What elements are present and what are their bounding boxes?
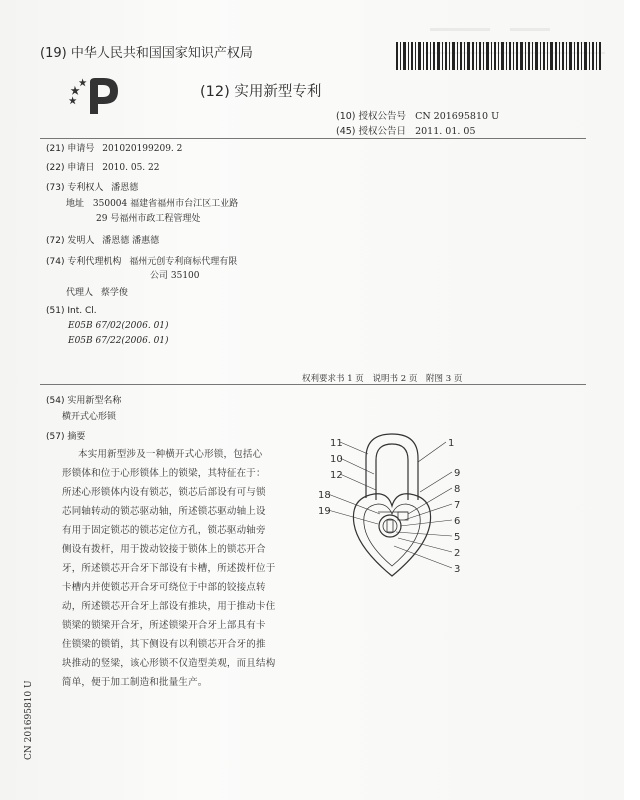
- callout-19: 19: [318, 506, 331, 517]
- patent-type-title: (12) 实用新型专利: [200, 84, 322, 100]
- patentee: 潘恩德: [111, 183, 139, 193]
- callout-5: 5: [454, 532, 461, 543]
- abstract-line: 有用于固定锁芯的锁芯定位方孔，锁芯驱动轴旁: [62, 525, 266, 536]
- abstract-line: 侧设有拨杆，用于拨动铰接于锁体上的锁芯开合: [62, 544, 266, 555]
- abstract-line: 块推动的竖梁，该心形锁不仅造型美观，而且结构: [62, 658, 276, 669]
- office-name: (19) 中华人民共和国国家知识产权局: [40, 46, 253, 61]
- page-counts: [302, 372, 462, 384]
- inventors-label: (72) 发明人: [46, 236, 95, 246]
- intcl-label: (51) Int. Cl.: [46, 306, 97, 316]
- application-date: 2010. 05. 22: [102, 163, 160, 173]
- application-date-label: (22) 申请日: [46, 163, 95, 173]
- description-pages: 说明书 2 页: [372, 374, 418, 384]
- abstract-line: 本实用新型涉及一种横开式心形锁，包括心: [78, 449, 263, 460]
- agent-label: 代理人: [66, 288, 94, 298]
- callout-3: 3: [454, 564, 461, 575]
- publication-date: 2011. 01. 05: [415, 126, 476, 137]
- side-publication-number: CN 201695810 U: [24, 680, 34, 760]
- publication-date-row: [336, 123, 476, 137]
- abstract-line: 住锁梁的锁销，其下侧设有以利锁芯开合牙的推: [62, 639, 266, 650]
- callout-11: 11: [330, 438, 343, 449]
- header-rule: [40, 138, 586, 139]
- callout-12: 12: [330, 470, 343, 481]
- utility-model-title: 横开式心形锁: [62, 412, 117, 422]
- agency-line2: 公司 35100: [150, 271, 200, 281]
- section-rule: [40, 384, 586, 385]
- callout-8: 8: [454, 484, 461, 495]
- claims-pages: 权利要求书 1 页: [302, 374, 364, 384]
- callout-9: 9: [454, 468, 461, 479]
- publication-number-label: (10) 授权公告号: [336, 111, 407, 122]
- abstract-line: 形锁体和位于心形锁体上的锁梁，其特征在于：: [62, 468, 266, 479]
- inventors: 潘恩德 潘惠德: [102, 236, 160, 246]
- callout-1: 1: [448, 438, 455, 449]
- address-label: 地址: [66, 199, 85, 209]
- application-number: 201020199209. 2: [102, 144, 183, 154]
- abstract-line: 简单，便于加工制造和批量生产。: [62, 677, 208, 688]
- utility-model-title-label: (54) 实用新型名称: [46, 396, 122, 406]
- callout-6: 6: [454, 516, 461, 527]
- ipc-code-2: E05B 67/22(2006. 01): [68, 336, 169, 346]
- ipc-code-1: E05B 67/02(2006. 01): [68, 321, 169, 331]
- address-row: [66, 196, 238, 209]
- callout-7: 7: [454, 500, 461, 511]
- application-number-row: [46, 141, 182, 154]
- publication-number: CN 201695810 U: [415, 111, 500, 122]
- agent-row: [66, 285, 128, 298]
- barcode: [396, 42, 602, 70]
- application-number-label: (21) 申请号: [46, 144, 95, 154]
- heart-body: [353, 494, 430, 576]
- patentee-label: (73) 专利权人: [46, 183, 104, 193]
- abstract-line: 牙，所述锁芯开合牙下部设有卡槽，所述拨杆位于: [62, 563, 276, 574]
- heart-lock-drawing: [318, 428, 478, 588]
- drawings-pages: 附图 3 页: [426, 374, 463, 384]
- application-date-row: [46, 160, 159, 173]
- callout-10: 10: [330, 454, 343, 465]
- cnipa-logo: [68, 76, 124, 116]
- callout-18: 18: [318, 490, 331, 501]
- agency-row: [46, 254, 237, 267]
- abstract-line: 锁梁的锁梁开合牙，所述锁梁开合牙上部具有卡: [62, 620, 266, 631]
- abstract-line: 动，所述锁芯开合牙上部设有推块，用于推动卡住: [62, 601, 276, 612]
- agency-label: (74) 专利代理机构: [46, 257, 122, 267]
- address-line2: 29 号福州市政工程管理处: [96, 214, 201, 224]
- publication-date-label: (45) 授权公告日: [336, 126, 407, 137]
- abstract-line: 卡槽内并使锁芯开合牙可绕位于中部的铰接点转: [62, 582, 266, 593]
- publication-number-row: [336, 108, 499, 122]
- abstract-line: 芯同轴转动的锁芯驱动轴，所述锁芯驱动轴上设: [62, 506, 266, 517]
- agent: 蔡学俊: [100, 288, 128, 298]
- agency-line1: 福州元创专利商标代理有限: [129, 257, 238, 267]
- shackle-inner: [376, 444, 408, 500]
- callout-2: 2: [454, 548, 461, 559]
- abstract-label: (57) 摘要: [46, 432, 86, 442]
- abstract-line: 所述心形锁体内设有锁芯，锁芯后部设有可与锁: [62, 487, 266, 498]
- patentee-row: [46, 180, 138, 193]
- address-line1: 350004 福建省福州市台江区工业路: [92, 199, 239, 209]
- page-edge: [624, 0, 640, 800]
- inventors-row: [46, 233, 159, 246]
